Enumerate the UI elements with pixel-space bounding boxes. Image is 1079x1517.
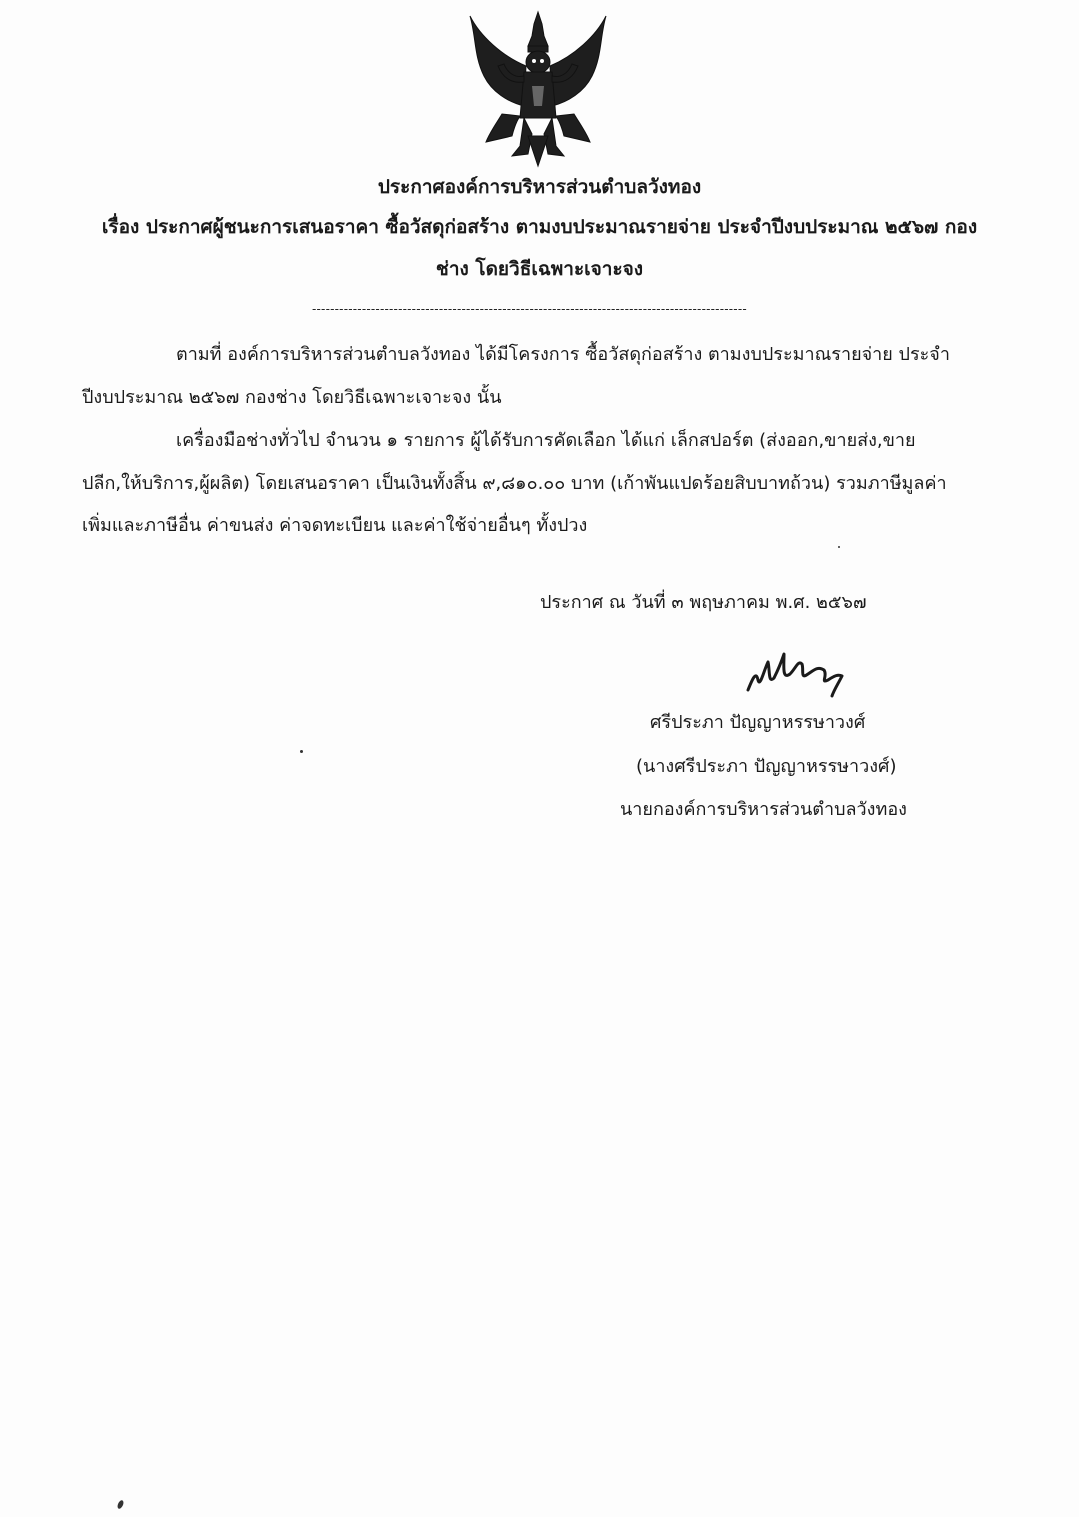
paragraph-1-line-1: ตามที่ องค์การบริหารส่วนตำบลวังทอง ได้มีโครงการ ซื้อวัสดุก่อสร้าง ตามงบประมาณรายจ่าย ประจำ <box>176 344 950 365</box>
paragraph-2-line-3: เพิ่มและภาษีอื่น ค่าขนส่ง ค่าจดทะเบียน และค่าใช้จ่ายอื่นๆ ทั้งปวง <box>82 515 588 536</box>
paper-speck <box>300 750 303 753</box>
signer-name: ศรีประภา ปัญญาหรรษาวงศ์ <box>650 712 866 733</box>
announcement-title: ประกาศองค์การบริหารส่วนตำบลวังทอง <box>377 176 702 198</box>
signer-full-name: (นางศรีประภา ปัญญาหรรษาวงศ์) <box>636 756 897 777</box>
handwritten-signature-icon <box>738 640 858 700</box>
separator-line: ------------------------------------------------------------------------------------------------ <box>312 302 747 316</box>
paragraph-2-line-1: เครื่องมือช่างทั่วไป จำนวน ๑ รายการ ผู้ได้รับการคัดเลือก ได้แก่ เล็กสปอร์ต (ส่งออก,ขายส่ง,ขาย <box>176 430 916 451</box>
paragraph-2-line-2: ปลีก,ให้บริการ,ผู้ผลิต) โดยเสนอราคา เป็นเงินทั้งสิ้น ๙,๘๑๐.๐๐ บาท (เก้าพันแปดร้อยสิบบาทถ้วน) รวมภาษีมูลค่า <box>82 473 947 494</box>
announcement-subject-line-2: ช่าง โดยวิธีเฉพาะเจาะจง <box>435 258 644 280</box>
announcement-date: ประกาศ ณ วันที่ ๓ พฤษภาคม พ.ศ. ๒๕๖๗ <box>540 592 867 613</box>
paper-speck <box>838 546 840 548</box>
signer-position: นายกองค์การบริหารส่วนตำบลวังทอง <box>620 799 907 820</box>
paper-speck <box>116 1499 124 1509</box>
paragraph-1-line-2: ปีงบประมาณ ๒๕๖๗ กองช่าง โดยวิธีเฉพาะเจาะจง นั้น <box>82 387 502 408</box>
announcement-subject-line-1: เรื่อง ประกาศผู้ชนะการเสนอราคา ซื้อวัสดุก่อสร้าง ตามงบประมาณรายจ่าย ประจำปีงบประมาณ ๒๕๖๗ กอง <box>101 216 978 238</box>
garuda-emblem-icon <box>462 6 614 168</box>
